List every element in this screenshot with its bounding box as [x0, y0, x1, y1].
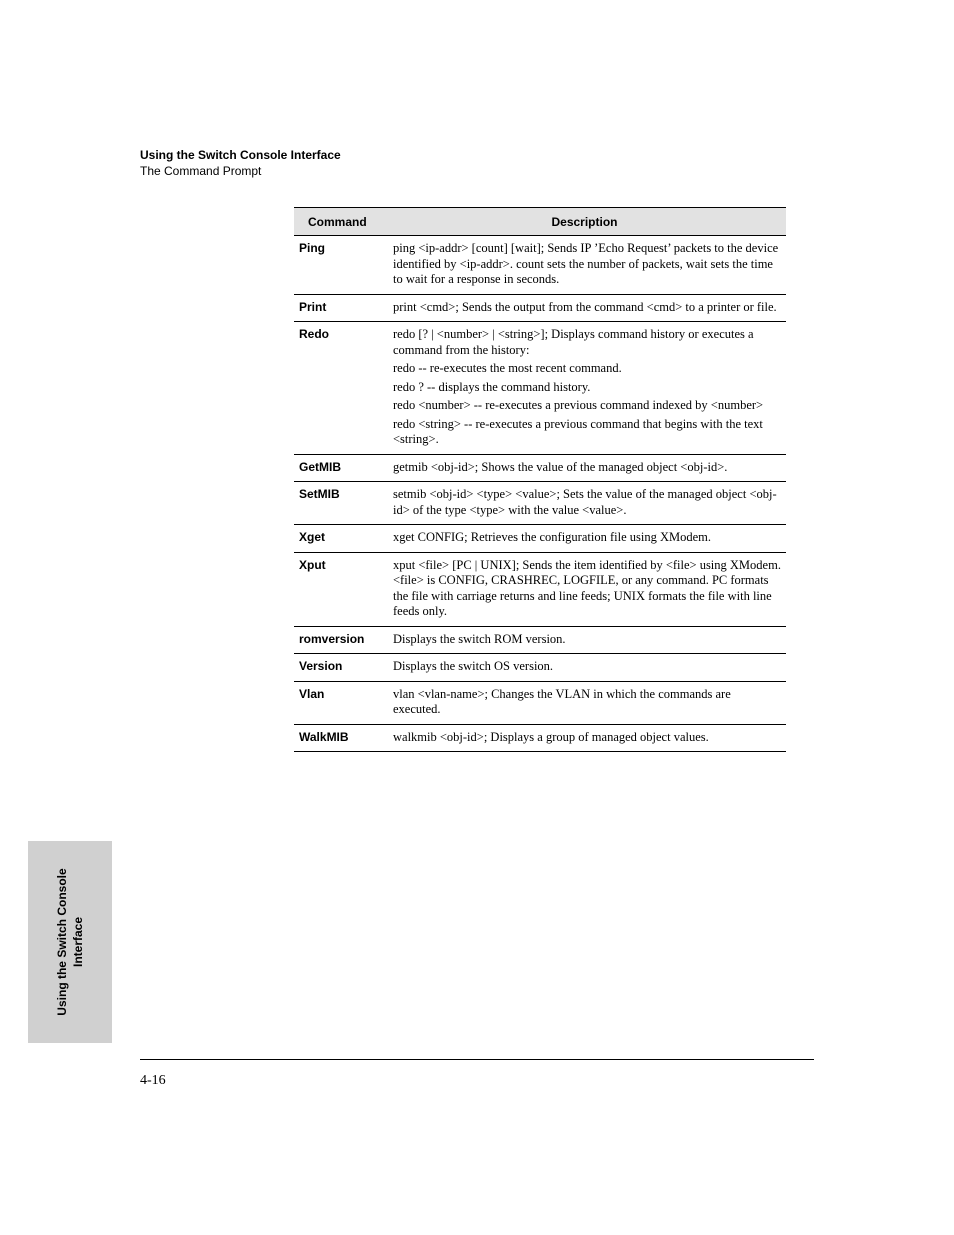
side-tab-line-2: Interface [71, 916, 85, 968]
description-line: vlan <vlan-name>; Changes the VLAN in which the commands are executed. [393, 686, 731, 716]
description-line: redo ? -- displays the command history. [393, 379, 591, 394]
description-line: setmib <obj-id> <type> <value>; Sets the value of the managed object <obj-id> of the type <type> with the value <value>. [393, 487, 777, 517]
table-row [294, 482, 786, 525]
description-line: redo <number> -- re-executes a previous command indexed by <number> [393, 398, 764, 412]
command-cell: Xput [294, 552, 383, 626]
description-cell [383, 654, 786, 682]
command-cell: Print [294, 294, 383, 322]
description-cell [383, 681, 786, 724]
description-line: Displays the switch ROM version. [393, 631, 566, 646]
command-cell: Ping [294, 236, 383, 295]
table-row [294, 681, 786, 724]
side-tab-line-1: Using the Switch Console [55, 868, 69, 1016]
table-row [294, 626, 786, 654]
table-body [294, 236, 786, 752]
page-number: 4-16 [140, 1073, 166, 1088]
table-header-row [294, 208, 786, 236]
description-line: xput <file> [PC | UNIX]; Sends the item identified by <file> using XModem. <file> is CONFIG, CRASHREC, LOGFILE, or any command. PC formats the file with carriage returns and line feeds; UNIX formats the file with line feeds only. [393, 557, 781, 618]
command-cell: WalkMIB [294, 724, 383, 752]
table-row [294, 552, 786, 626]
column-header-command: Command [294, 208, 383, 236]
description-line: redo <string> -- re-executes a previous command that begins with the text <string>. [393, 416, 763, 446]
chapter-title: Using the Switch Console Interface [140, 148, 341, 162]
footer-rule [140, 1059, 814, 1060]
description-cell [383, 525, 786, 553]
description-cell [383, 454, 786, 482]
command-cell: Version [294, 654, 383, 682]
running-header [140, 147, 341, 179]
table-row [294, 724, 786, 752]
description-line: redo [? | <number> | <string>]; Displays command history or executes a command from the history: [393, 327, 754, 357]
table-row [294, 322, 786, 455]
command-cell: Vlan [294, 681, 383, 724]
description-line: xget CONFIG; Retrieves the configuration file using XModem. [393, 530, 711, 544]
command-cell: Redo [294, 322, 383, 455]
section-title: The Command Prompt [140, 164, 262, 178]
command-cell: SetMIB [294, 482, 383, 525]
side-tab [28, 841, 112, 1043]
side-tab-label [54, 841, 86, 1043]
description-line: ping <ip-addr> [count] [wait]; Sends IP ’Echo Request’ packets to the device identified by <ip-addr>. count sets the number of packets, wait sets the time to wait for a response in seconds. [393, 241, 779, 286]
column-header-description: Description [383, 208, 786, 236]
description-cell [383, 724, 786, 752]
table-row [294, 294, 786, 322]
description-cell [383, 236, 786, 295]
command-table [294, 207, 786, 752]
table-row [294, 236, 786, 295]
description-line: print <cmd>; Sends the output from the command <cmd> to a printer or file. [393, 299, 777, 314]
command-cell: Xget [294, 525, 383, 553]
description-cell [383, 482, 786, 525]
table-row [294, 654, 786, 682]
description-cell [383, 294, 786, 322]
table-row [294, 454, 786, 482]
description-line: getmib <obj-id>; Shows the value of the managed object <obj-id>. [393, 459, 728, 474]
command-cell: GetMIB [294, 454, 383, 482]
description-line: Displays the switch OS version. [393, 659, 554, 673]
description-cell [383, 552, 786, 626]
description-cell [383, 626, 786, 654]
table-row [294, 525, 786, 553]
command-cell: romversion [294, 626, 383, 654]
description-line: walkmib <obj-id>; Displays a group of managed object values. [393, 729, 709, 744]
description-cell [383, 322, 786, 455]
description-line: redo -- re-executes the most recent command. [393, 361, 622, 375]
